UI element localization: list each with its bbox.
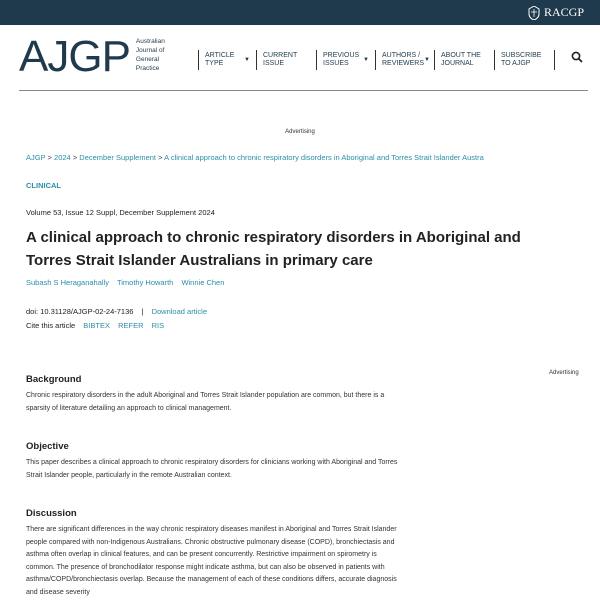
cite-ris-link[interactable]: RIS — [151, 321, 165, 330]
nav-article-type[interactable] — [198, 50, 256, 70]
section-heading-background: Background — [26, 374, 82, 385]
advertising-label-side: Advertising — [549, 370, 579, 376]
article-title: A clinical approach to chronic respiratory disorders in Aboriginal and Torres Strait Islander Australians in primary care — [26, 229, 521, 269]
nav-previous-issues[interactable] — [316, 50, 375, 70]
main-nav — [198, 50, 555, 70]
breadcrumb-separator: > — [47, 153, 52, 162]
cite-row — [26, 321, 164, 330]
chevron-down-icon: ▼ — [424, 56, 430, 63]
nav-current-issue[interactable] — [256, 50, 316, 70]
nav-label: ARTICLE TYPE — [205, 51, 235, 67]
breadcrumb-separator: > — [158, 153, 163, 162]
breadcrumb-article[interactable]: A clinical approach to chronic respiratory disorders in Aboriginal and Torres Strait Islander Austra — [164, 153, 484, 162]
nav-about-journal[interactable] — [434, 50, 494, 70]
nav-subscribe[interactable] — [494, 50, 555, 70]
author-link[interactable]: Subash S Heraganahally — [26, 278, 109, 287]
ajgp-logo[interactable] — [19, 32, 176, 81]
racgp-crest-icon — [528, 6, 540, 20]
search-icon[interactable] — [571, 51, 583, 63]
download-article-link[interactable]: Download article — [151, 307, 208, 316]
logo-main: AJGP — [19, 32, 130, 81]
nav-label: PREVIOUS ISSUES — [323, 51, 360, 67]
nav-label: CURRENT ISSUE — [263, 51, 298, 67]
section-heading-objective: Objective — [26, 441, 69, 452]
section-text-background: Chronic respiratory disorders in the adult Aboriginal and Torres Strait Islander population are common, but there is a sparsity of literature detailing an approach to clinical management. — [26, 392, 385, 412]
category-label[interactable]: CLINICAL — [26, 181, 61, 190]
cite-bibtex-link[interactable]: BIBTEX — [83, 321, 110, 330]
chevron-down-icon: ▼ — [363, 56, 369, 63]
racgp-link[interactable] — [528, 5, 584, 20]
header-divider — [19, 90, 588, 91]
logo-subtitle: Australian Journal of General Practice — [135, 38, 165, 72]
doi-row — [26, 307, 207, 316]
nav-authors-reviewers[interactable] — [375, 50, 434, 70]
section-text-objective: This paper describes a clinical approach to chronic respiratory disorders for clinicians working with Aboriginal and Torres Strait Islander people, particularly in the remote Australian context. — [26, 459, 398, 479]
breadcrumb-ajgp[interactable]: AJGP — [26, 153, 46, 162]
cite-refer-link[interactable]: REFER — [118, 321, 144, 330]
author-list — [26, 278, 230, 287]
nav-label: AUTHORS / REVIEWERS — [382, 51, 425, 67]
section-text-discussion: There are significant differences in the way chronic respiratory diseases manifest in Aboriginal and Torres Strait Islander people compared with non-Indigenous Australians. Chronic obstructive pulmonary disease (COPD), bronchiectasis and asthma often overlap in clinical features, and can be present concurrently. Restrictive impairment on spirometry is common. The presence of bronchodilator response might indicate asthma, but can also be observed in patients with asthma/COPD/bronchiectasis overlap. Because the management of each of these conditions differs, accurate diagnosis and disease severity — [26, 526, 397, 596]
breadcrumb-separator: > — [72, 153, 78, 162]
breadcrumb — [26, 153, 586, 162]
author-link[interactable]: Winnie Chen — [181, 278, 225, 287]
breadcrumb-issue[interactable]: December Supplement — [79, 153, 157, 162]
volume-info: Volume 53, Issue 12 Suppl, December Supplement 2024 — [26, 208, 215, 217]
author-link[interactable]: Timothy Howarth — [116, 278, 174, 287]
advertising-label-top: Advertising — [285, 129, 315, 135]
breadcrumb-year[interactable]: 2024 — [54, 153, 71, 162]
racgp-label: RACGP — [543, 5, 584, 19]
nav-label: SUBSCRIBE TO AJGP — [501, 51, 542, 67]
chevron-down-icon: ▼ — [244, 56, 250, 63]
section-heading-discussion: Discussion — [26, 508, 77, 519]
top-bar — [0, 0, 600, 25]
doi-separator: | — [141, 307, 144, 316]
cite-label: Cite this article — [26, 321, 76, 330]
doi-text: doi: 10.31128/AJGP-02-24-7136 — [26, 307, 134, 316]
nav-label: ABOUT THE JOURNAL — [441, 51, 481, 67]
